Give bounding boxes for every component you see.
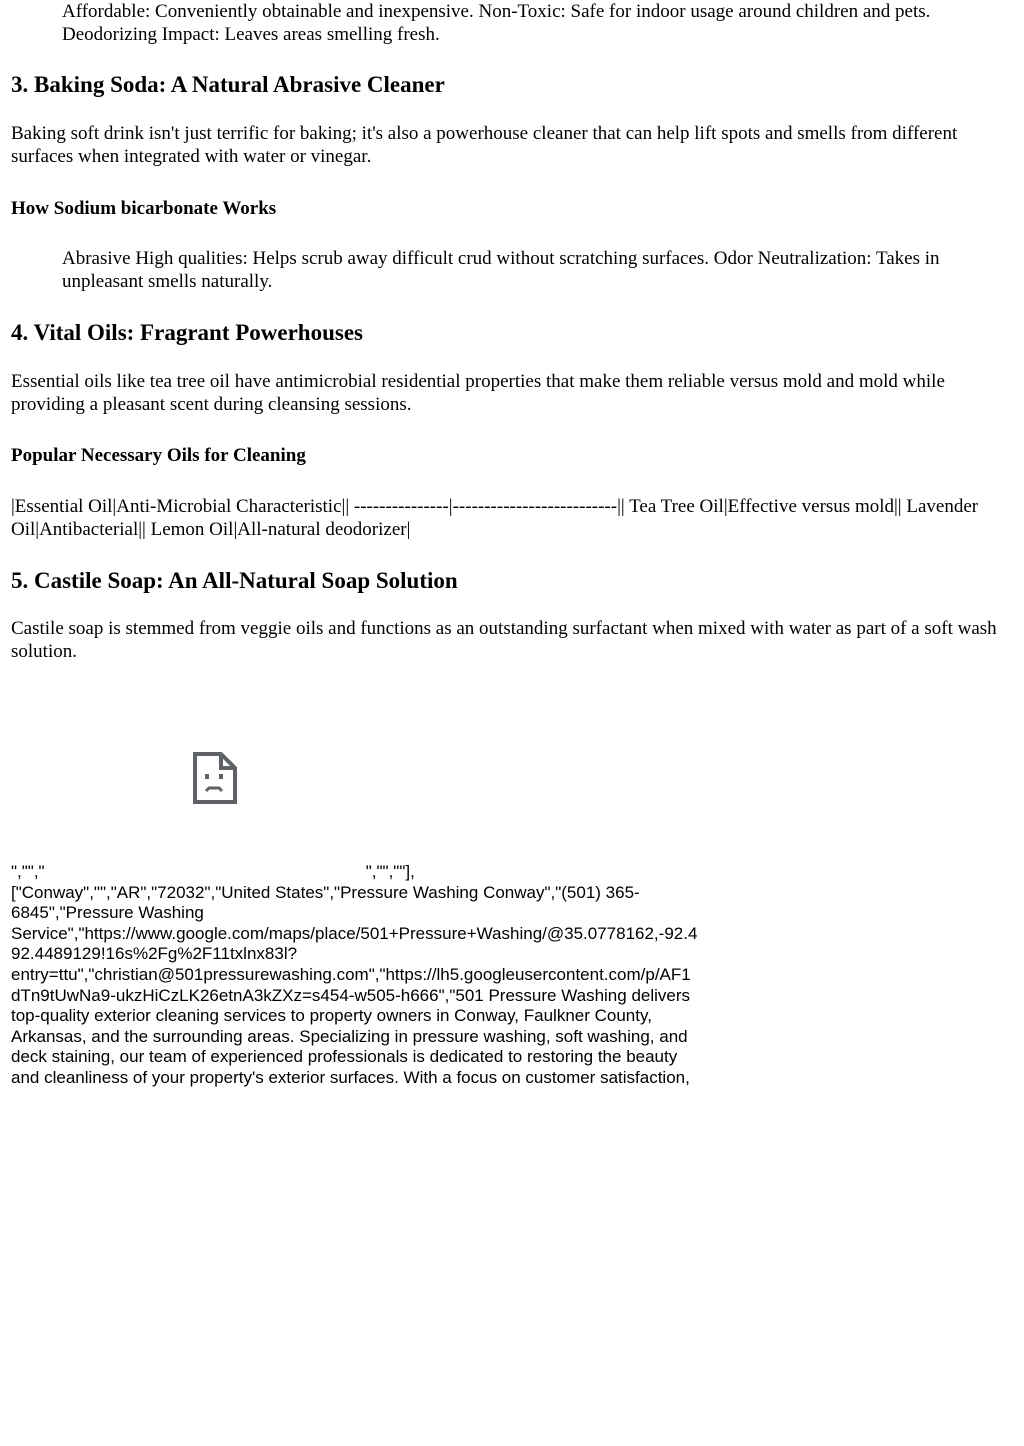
baking-soda-paragraph: Baking soft drink isn't just terrific for baking; it's also a powerhouse cleaner that can help lift spots and smells from different surfaces when integrated with water or vinegar. xyxy=(11,123,958,167)
how-soda-works-heading: How Sodium bicarbonate Works xyxy=(11,198,277,219)
popular-oils-heading: Popular Necessary Oils for Cleaning xyxy=(11,445,306,466)
castile-soap-paragraph: Castile soap is stemmed from veggie oils and functions as an outstanding surfactant when mixed with water as part of a soft wash solution. xyxy=(11,618,997,662)
broken-document-icon xyxy=(193,752,237,804)
raw-line: and cleanliness of your property's exterior surfaces. With a focus on customer satisfaction, xyxy=(11,1067,690,1087)
raw-line: Service","https://www.google.com/maps/place/501+Pressure+Washing/@35.0778162,-92.4 xyxy=(11,923,698,943)
raw-line: entry=ttu","christian@501pressurewashing.com","https://lh5.googleusercontent.com/p/AF1 xyxy=(11,964,691,984)
raw-line: 92.4489129!16s%2Fg%2F11txlnx83l? xyxy=(11,944,298,964)
raw-line: top-quality exterior cleaning services to property owners in Conway, Faulkner County, xyxy=(11,1006,652,1026)
abrasive-paragraph: Abrasive High qualities: Helps scrub away difficult crud without scratching surfaces. Odor Neutralization: Takes in unpleasant smells naturally. xyxy=(62,248,940,292)
embedded-raw-data xyxy=(11,862,731,1088)
affordable-paragraph: Affordable: Conveniently obtainable and inexpensive. Non-Toxic: Safe for indoor usage around children and pets. Deodorizing Impact: Leaves areas smelling fresh. xyxy=(62,1,931,45)
castile-soap-heading: 5. Castile Soap: An All-Natural Soap Solution xyxy=(11,568,458,593)
raw-line: ",""," ","",""], xyxy=(11,862,415,881)
raw-line: ["Conway","","AR","72032","United States","Pressure Washing Conway","(501) 365- xyxy=(11,882,640,902)
essential-oils-paragraph: Essential oils like tea tree oil have antimicrobial residential properties that make them reliable versus mold and mold while providing a pleasant scent during cleansing sessions. xyxy=(11,371,945,415)
oils-table-text: |Essential Oil|Anti-Microbial Characteristic|| ---------------|--------------------------|| Tea Tree Oil|Effective versus mold|| Lavender Oil|Antibacterial|| Lemon Oil|All-natural deodorizer| xyxy=(11,496,979,540)
raw-line: deck staining, our team of experienced professionals is dedicated to restoring the beauty xyxy=(11,1047,678,1067)
essential-oils-heading: 4. Vital Oils: Fragrant Powerhouses xyxy=(11,320,363,345)
raw-line: 6845","Pressure Washing xyxy=(11,903,204,923)
raw-line: dTn9tUwNa9-ukzHiCzLK26etnA3kZXz=s454-w505-h666","501 Pressure Washing delivers xyxy=(11,985,691,1005)
baking-soda-heading: 3. Baking Soda: A Natural Abrasive Cleaner xyxy=(11,72,445,97)
raw-line: Arkansas, and the surrounding areas. Specializing in pressure washing, soft washing, and xyxy=(11,1026,688,1046)
